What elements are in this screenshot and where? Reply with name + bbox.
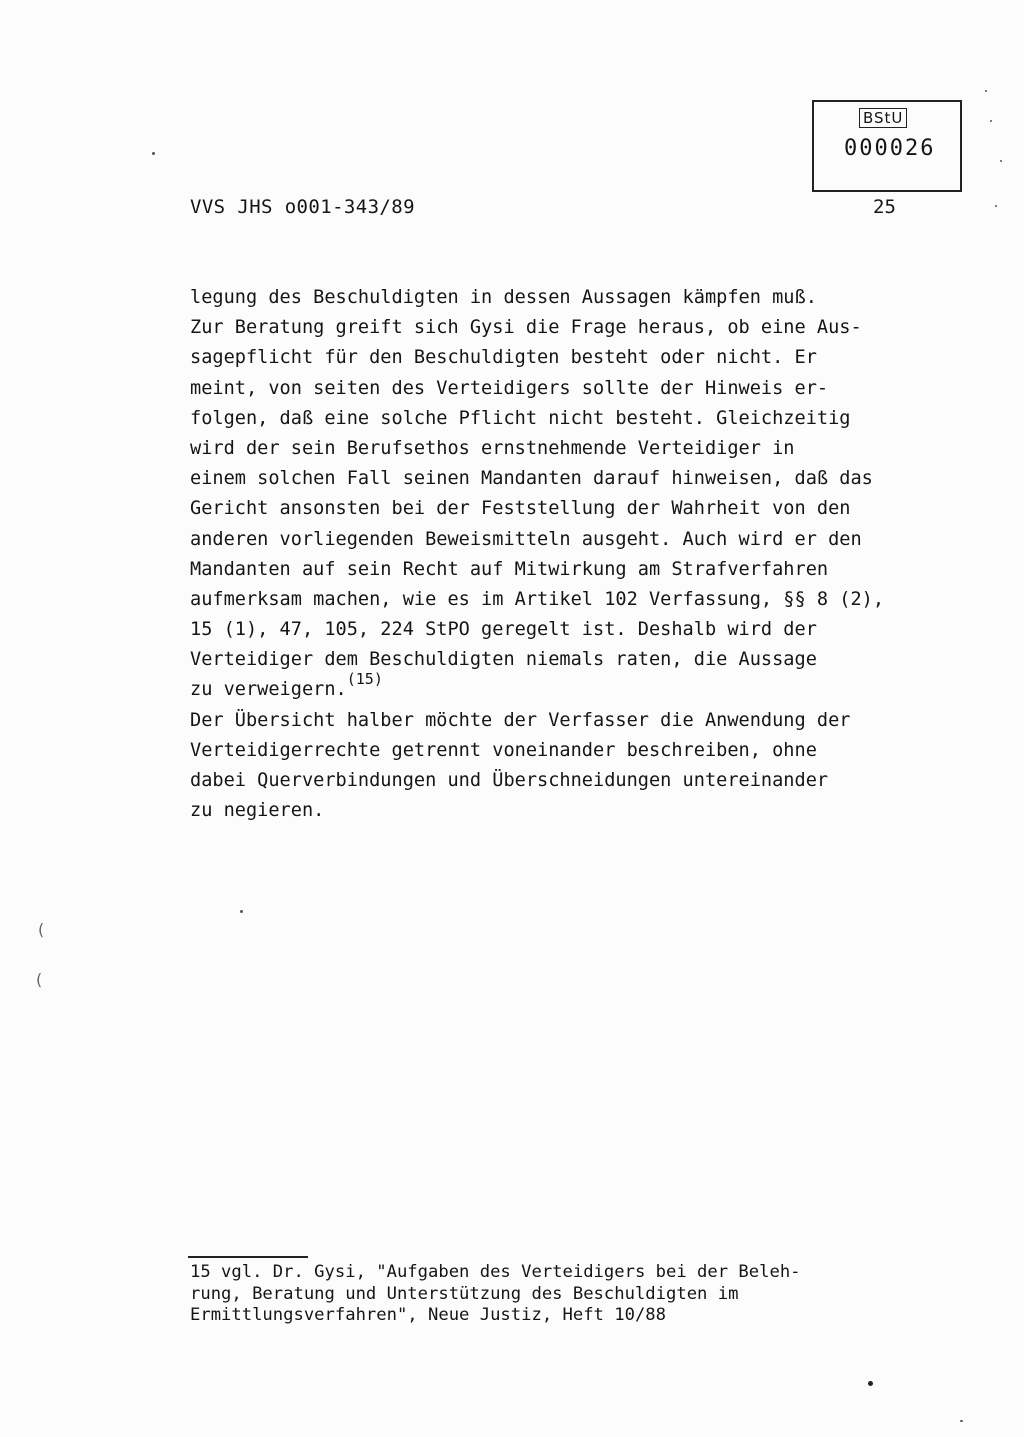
- body-line: zu negieren.: [190, 800, 325, 822]
- body-line: einem solchen Fall seinen Mandanten darauf hinweisen, daß das: [190, 468, 873, 490]
- scan-speck: [990, 120, 992, 122]
- body-line: sagepflicht für den Beschuldigten besteht oder nicht. Er: [190, 347, 817, 369]
- body-line: 15 (1), 47, 105, 224 StPO geregelt ist. Deshalb wird der: [190, 619, 817, 641]
- body-line-text: zu verweigern.: [190, 679, 347, 701]
- body-line: dabei Querverbindungen und Überschneidungen untereinander: [190, 770, 829, 791]
- footnote-line: 15 vgl. Dr. Gysi, "Aufgaben des Verteidigers bei der Beleh-: [190, 1262, 801, 1282]
- scan-speck: [152, 152, 155, 155]
- body-line: aufmerksam machen, wie es im Artikel 102 Verfassung, §§ 8 (2),: [190, 588, 885, 610]
- body-line: Mandanten auf sein Recht auf Mitwirkung am Strafverfahren: [190, 558, 829, 580]
- margin-mark: (: [36, 970, 43, 989]
- body-line: Verteidigerrechte getrennt voneinander beschreiben, ohne: [190, 739, 817, 761]
- body-text: [190, 283, 930, 826]
- body-line-with-footnote: [190, 670, 930, 705]
- archive-stamp: [812, 100, 962, 192]
- body-line: legung des Beschuldigten in dessen Aussagen kämpfen muß.: [190, 287, 817, 308]
- footnote-reference: (15): [346, 670, 383, 689]
- body-line: meint, von seiten des Verteidigers sollte der Hinweis er-: [190, 377, 829, 399]
- scan-speck: [240, 910, 243, 913]
- scan-speck: [985, 90, 987, 92]
- body-line: Zur Beratung greift sich Gysi die Frage heraus, ob eine Aus-: [190, 317, 862, 339]
- scan-speck: [960, 1420, 963, 1422]
- body-line: folgen, daß eine solche Pflicht nicht besteht. Gleichzeitig: [190, 407, 851, 429]
- scan-speck: [1000, 160, 1002, 162]
- body-line: Der Übersicht halber möchte der Verfasser die Anwendung der: [190, 709, 851, 731]
- body-line: wird der sein Berufsethos ernstnehmende Verteidiger in: [190, 437, 795, 459]
- footnote-rule: [188, 1256, 308, 1258]
- stamp-label: BStU: [859, 108, 907, 128]
- scan-speck: [868, 1381, 873, 1386]
- stamp-number: 000026: [844, 136, 936, 161]
- footnote: [190, 1262, 930, 1327]
- body-line: anderen vorliegenden Beweismitteln ausgeht. Auch wird er den: [190, 528, 862, 550]
- body-line: Gericht ansonsten bei der Feststellung der Wahrheit von den: [190, 498, 851, 520]
- footnote-line: rung, Beratung und Unterstützung des Beschuldigten im: [190, 1283, 739, 1304]
- footnote-line: Ermittlungsverfahren", Neue Justiz, Heft 10/88: [190, 1305, 666, 1325]
- scan-speck: [995, 205, 997, 207]
- body-line: Verteidiger dem Beschuldigten niemals raten, die Aussage: [190, 649, 817, 671]
- page-number: 25: [873, 196, 896, 218]
- document-reference: VVS JHS o001-343/89: [190, 196, 415, 218]
- margin-mark: (: [38, 920, 45, 939]
